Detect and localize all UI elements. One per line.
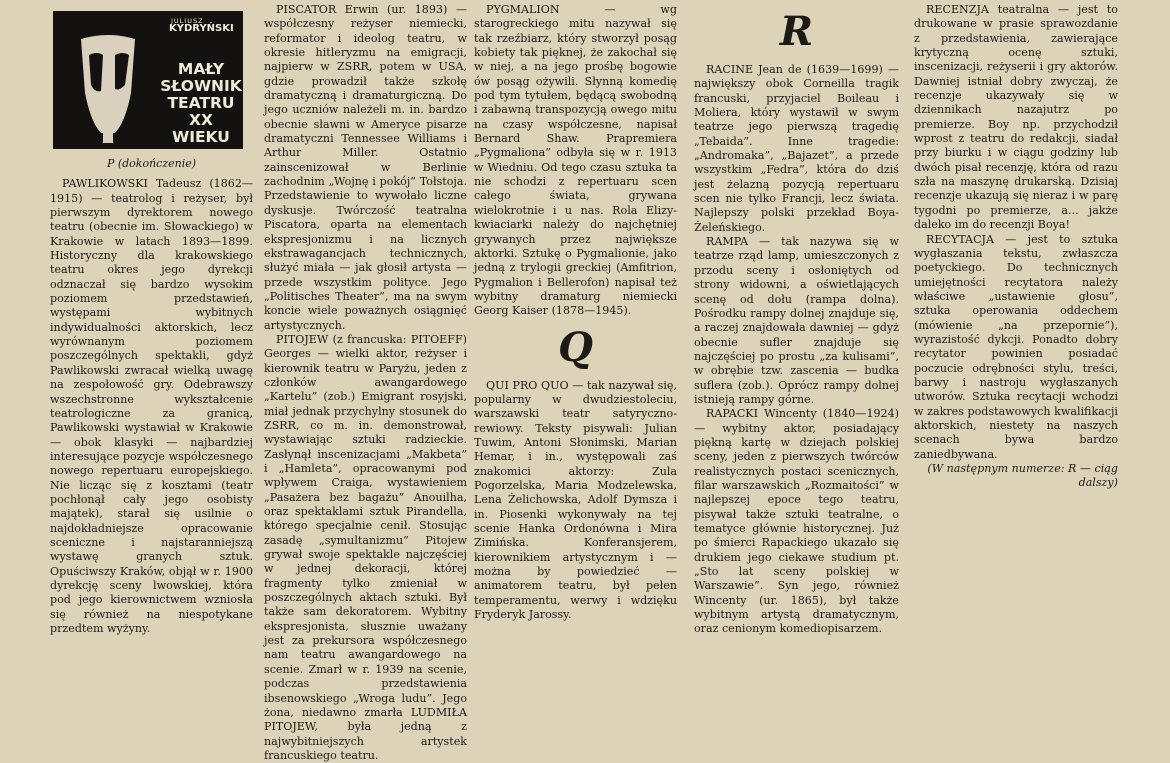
- entry-recenzja: RECENZJA teatralna — jest to drukowane w prasie sprawozdanie z przedstawienia, zawierające krytyczną ocenę sztuki, inscenizacji, reżyserii i gry aktorów. Dawniej istniał dobry zwyczaj, że recenzje ukazywały się w dziennikach nazajutrz po premierze. Boy np. przychodził wprost z teatru do redakcji, siadał przy biurku i w ciągu godziny lub dwóch pisał recenzję, która od razu szła na maszynę drukarską. Dzisiaj recenzje ukazują się nieraz i w parę tygodni po premierze, a... jakże daleko im do recenzji Boya!: [914, 3, 1118, 232]
- letter-q: Q: [558, 323, 593, 371]
- entry-piscator: PISCATOR Erwin (ur. 1893) — współczesny reżyser niemiecki, reformator i ideolog teatru, w okresie hitleryzmu na emigracji, najpierw w ZSRR, potem w USA, gdzie prowadził także szkołę dramatyczną i dramaturgiczną. Do jego uczniów należeli m. in. bardzo obecnie sławni w Ameryce pisarze dramatyczni Tennessee Williams i Arthur Miller. Ostatnio zainscenizował w Berlinie zachodnim „Wojnę i pokój” Tołstoja. Przedstawienie to wywołało liczne dyskusje. Twórczość teatralna Piscatora, oparta na elementach ekspresjonizmu i na licznych ekstrawagancjach technicznych, służyć miała — jak głosił artysta — przede wszystkim polityce. Jego „Politisches Theater”, ma na swym koncie wiele poważnych osiągnięć artystycznych.: [264, 3, 467, 332]
- entry-pawlikowski: PAWLIKOWSKI Tadeusz (1862—1915) — teatrolog i reżyser, był pierwszym dyrektorem nowego teatru (obecnie im. Słowackiego) w Krakowie w latach 1893—1899. Historyczny dla krakowskiego teatru okres jego dyrekcji odznaczał się bardzo wysokim poziomem przedstawień, występami wybitnych indywidualności aktorskich, lecz wyrównanym poziomem poszczególnych spektakli, gdyż Pawlikowski zwracał wielką uwagę na zespołowość gry. Odebrawszy wszechstronne wykształcenie teatrologiczne za granicą, Pawlikowski wystawiał w Krakowie — obok klasyki — najbardziej interesujące pozycje współczesnego nowego repertuaru europejskiego. Nie licząc się z kosztami (teatr pochłonął cały jego osobisty majątek), starał się usilnie o najdokładniejsze opracowanie sceniczne i najstaranniejszą wystawę granych sztuk. Opuściwszy Kraków, objął w r. 1900 dyrekcję sceny lwowskiej, która pod jego kierownictwem wzniosła się również na niespotykane przedtem wyżyny.: [50, 177, 253, 635]
- column-2: [264, 3, 467, 762]
- letter-r: R: [779, 8, 814, 55]
- entry-rampa: RAMPA — tak nazywa się w teatrze rząd lamp, umieszczonych z przodu sceny i osłoniętych od strony widowni, a oświetlających scenę od dołu (rampa dolna). Pośrodku rampy dolnej znajduje się, a raczej znajdowała dawniej — gdyż obecnie sufler znajduje się najczęściej po prostu „za kulisami”, w obrębie tzw. zascenia — budka suflera (zob.). Oprócz rampy dolnej istnieją rampy górne.: [694, 235, 899, 406]
- column-1: [50, 6, 253, 635]
- footer-note: (W następnym numerze: R — ciąg dalszy): [927, 462, 1118, 490]
- column-3: [474, 3, 677, 623]
- masthead-logo: [53, 11, 243, 149]
- masthead-author: JULIUSZ: [171, 17, 204, 25]
- entry-racine: RACINE Jean de (1639—1699) — największy obok Corneilla tragik francuski, przyjaciel Boileau i Moliera, który wystawił w swym teatrze jego pierwszą tragedię „Tebaida”. Inne tragedie: „Andromaka”, „Bajazet”, a przede wszystkim „Fedra”, która do dziś jest żelazną pozycją repertuaru scen nie tylko Francji, lecz świata. Najlepszy polski przekład Boya-Żeleńskiego.: [694, 63, 899, 234]
- column-4: [694, 3, 899, 636]
- entry-recytacja: RECYTACJA — jest to sztuka wygłaszania tekstu, zwłaszcza poetyckiego. Do technicznych umiejętności recytatora należy właściwe „ustawienie głosu”, sztuka operowania oddechem (mówienie „na przepornie”), wyrazistość dykcji. Ponadto dobry recytator powinien posiadać poczucie odrębności stylu, treści, barwy i nastroju wygłaszanych utworów. Sztuka recytacji wchodzi w zakres podstawowych kwalifikacji aktorskich, niestety na naszych scenach bywa bardzo zaniedbywana.: [914, 232, 1118, 461]
- masthead-title-2: SŁOWNIK: [160, 77, 242, 95]
- entry-quiproquo: QUI PRO QUO — tak nazywał się, popularny w dwudziestoleciu, warszawski teatr satyryczno-rewiowy. Teksty pisywali: Julian Tuwim, Antoni Słonimski, Marian Hemar, i in., występowali zaś znakomici aktorzy: Zula Pogorzelska, Maria Modzelewska, Lena Żelichowska, Adolf Dymsza i in. Piosenki wykonywały na tej scenie Hanka Ordonówna i Mira Zimińska. Konferansjerem, kierownikiem artystycznym i — można by powiedzieć — animatorem teatru, był pełen temperamentu, werwy i wdzięku Fryderyk Jarossy.: [474, 378, 677, 622]
- masthead-surname: KYDRYŃSKI: [169, 23, 234, 34]
- entry-pitojew: PITOJEW (z francuska: PITOEFF) Georges — wielki aktor, reżyser i kierownik teatru w Paryżu, jeden z członków awangardowego „Kartelu” (zob.) Emigrant rosyjski, miał jednak przychylny stosunek do ZSRR, co m. in. demonstrował, wystawiając sztuki radzieckie. Zasłynął inscenizacjami „Makbeta” i „Hamleta”, opracowanymi pod wpływem Craiga, wystawieniem „Pasażera bez bagażu” Anouilha, oraz spektaklami sztuk Pirandella, którego specjalnie cenił. Stosując zasadę „symultanizmu” Pitojew grywał swoje spektakle najczęściej w jednej dekoracji, której fragmenty tylko zmieniał w poszczególnych aktach sztuki. Był także sam dekoratorem. Wybitny ekspresjonista, słusznie uważany jest za prekursora współczesnego nam teatru awangardowego na scenie. Zmarł w r. 1939 na scenie, podczas przedstawienia ibsenowskiego „Wroga ludu”. Jego żona, niedawno zmarła LUDMIŁA PITOJEW, była jedną z najwybitniejszych artystek francuskiego teatru.: [264, 332, 467, 762]
- entry-rapacki: RAPACKI Wincenty (1840—1924) — wybitny aktor, posiadający piękną kartę w dziejach polskiej sceny, jeden z pierwszych twórców realistycznych postaci scenicznych, filar warszawskich „Rozmaitości” w najlepszej epoce tego teatru, pisywał także sztuki teatralne, o tematyce głównie historycznej. Już po śmierci Rapackiego ukazało się drukiem jego ciekawe studium pt. „Sto lat sceny polskiej w Warszawie”. Syn jego, również Wincenty (ur. 1865), był także wybitnym artystą dramatycznym, oraz cenionym komediopisarzem.: [694, 407, 899, 636]
- masthead-title-5: WIEKU: [172, 128, 230, 146]
- masthead-title-1: MAŁY: [177, 60, 225, 78]
- entry-pygmalion: PYGMALION — wg starogreckiego mitu nazywał się tak rzeźbiarz, który stworzył posąg kobiety tak pięknej, że zakochał się w niej, a na jego prośbę bogowie ów posąg ożywili. Słynną komedię pod tym tytułem, będącą swobodną i zabawną transpozycją owego mitu na czasy współczesne, napisał Bernard Shaw. Prapremiera „Pygmaliona” odbyła się w r. 1913 w Wiedniu. Od tego czasu sztuka ta nie schodzi z repertuaru scen całego świata, grywana wielokrotnie i u nas. Rola Elizy-kwiaciarki należy do najchętniej grywanych przez największe aktorki. Sztukę o Pygmalionie, jako jedną z trylogii greckiej (Amfitrion, Pygmalion i Bellerofon) napisał też wybitny dramaturg niemiecki Georg Kaiser (1878—1945).: [474, 3, 677, 318]
- mask-vase-icon: [75, 33, 141, 143]
- masthead-title-3: TEATRU: [167, 94, 235, 112]
- column-5: [914, 3, 1118, 623]
- continuation-heading: P (dokończenie): [106, 157, 197, 170]
- masthead-title-4: XX: [189, 111, 213, 129]
